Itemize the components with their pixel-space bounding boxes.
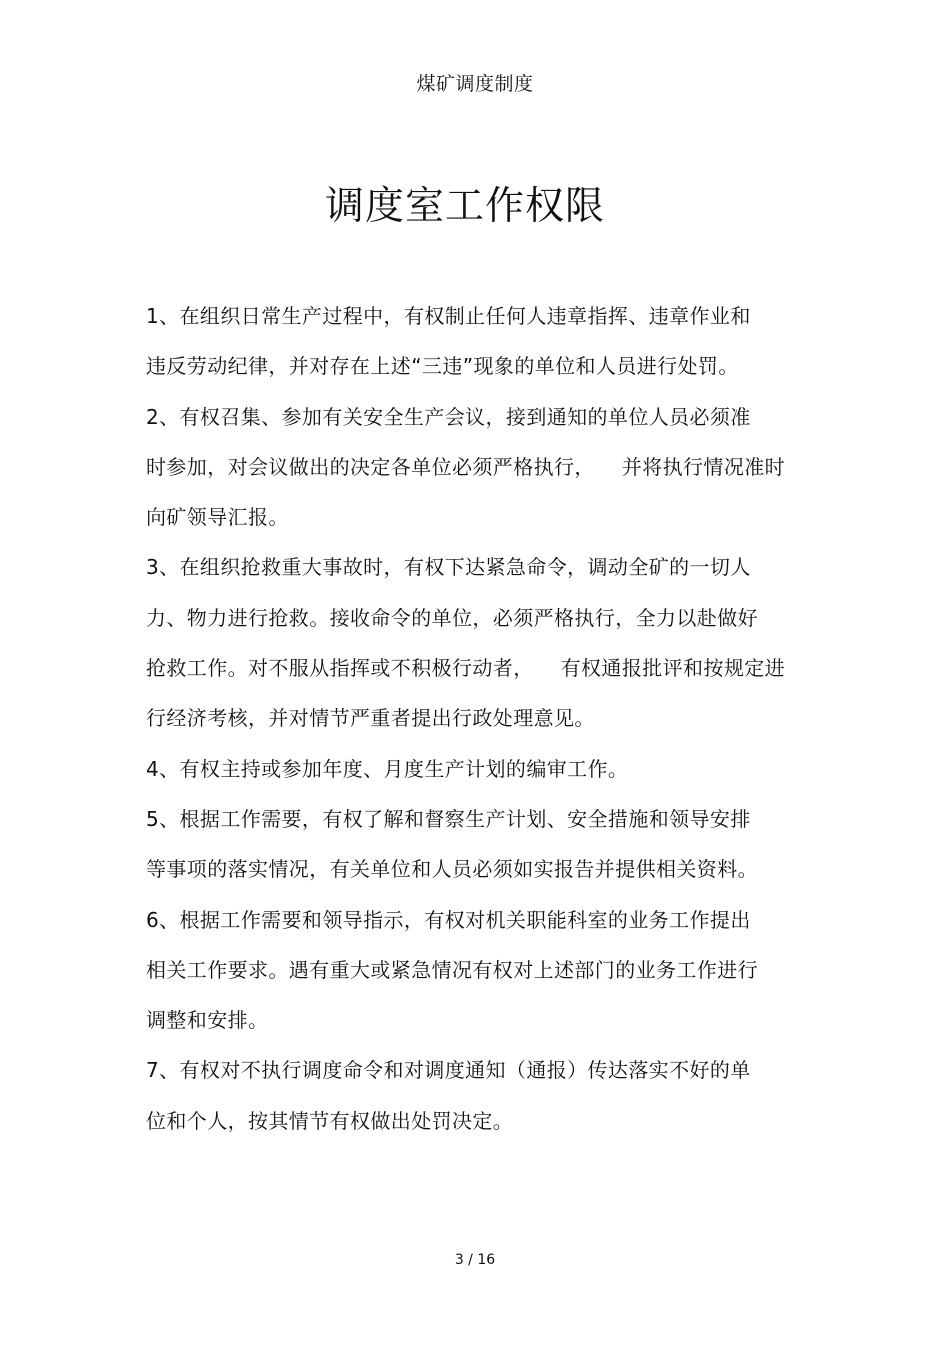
page-number: 3 / 16 bbox=[454, 1252, 496, 1268]
text-line: 抢救工作。对不服从指挥或不积极行动者， 有权通报批评和按规定进 bbox=[146, 656, 786, 681]
text-line: 7、有权对不执行调度命令和对调度通知（通报）传达落实不好的单 bbox=[146, 1058, 751, 1083]
text-line: 相关工作要求。遇有重大或紧急情况有权对上述部门的业务工作进行 bbox=[146, 957, 758, 982]
text-line: 5、根据工作需要，有权了解和督察生产计划、安全措施和领导安排 bbox=[146, 806, 751, 831]
running-header: 煤矿调度制度 bbox=[416, 73, 534, 95]
body-text bbox=[146, 296, 826, 1151]
text-line: 调整和安排。 bbox=[146, 1008, 269, 1033]
text-line: 违反劳动纪律，并对存在上述“三违”现象的单位和人员进行处罚。 bbox=[146, 354, 739, 379]
text-line: 行经济考核，并对情节严重者提出行政处理意见。 bbox=[146, 706, 595, 731]
text-line: 位和个人，按其情节有权做出处罚决定。 bbox=[146, 1108, 514, 1133]
text-line: 等事项的落实情况，有关单位和人员必须如实报告并提供相关资料。 bbox=[146, 857, 758, 882]
text-line: 4、有权主持或参加年度、月度生产计划的编审工作。 bbox=[146, 756, 629, 781]
text-line: 3、在组织抢救重大事故时，有权下达紧急命令，调动全矿的一切人 bbox=[146, 555, 751, 580]
text-line: 时参加，对会议做出的决定各单位必须严格执行， 并将执行情况准时 bbox=[146, 454, 786, 479]
text-line: 向矿领导汇报。 bbox=[146, 505, 289, 530]
text-line: 2、有权召集、参加有关安全生产会议，接到通知的单位人员必须准 bbox=[146, 404, 751, 429]
text-line: 力、物力进行抢救。接收命令的单位，必须严格执行，全力以赴做好 bbox=[146, 605, 758, 630]
document-title: 调度室工作权限 bbox=[324, 184, 605, 229]
text-line: 6、根据工作需要和领导指示，有权对机关职能科室的业务工作提出 bbox=[146, 907, 751, 932]
text-line: 1、在组织日常生产过程中，有权制止任何人违章指挥、违章作业和 bbox=[146, 304, 751, 328]
